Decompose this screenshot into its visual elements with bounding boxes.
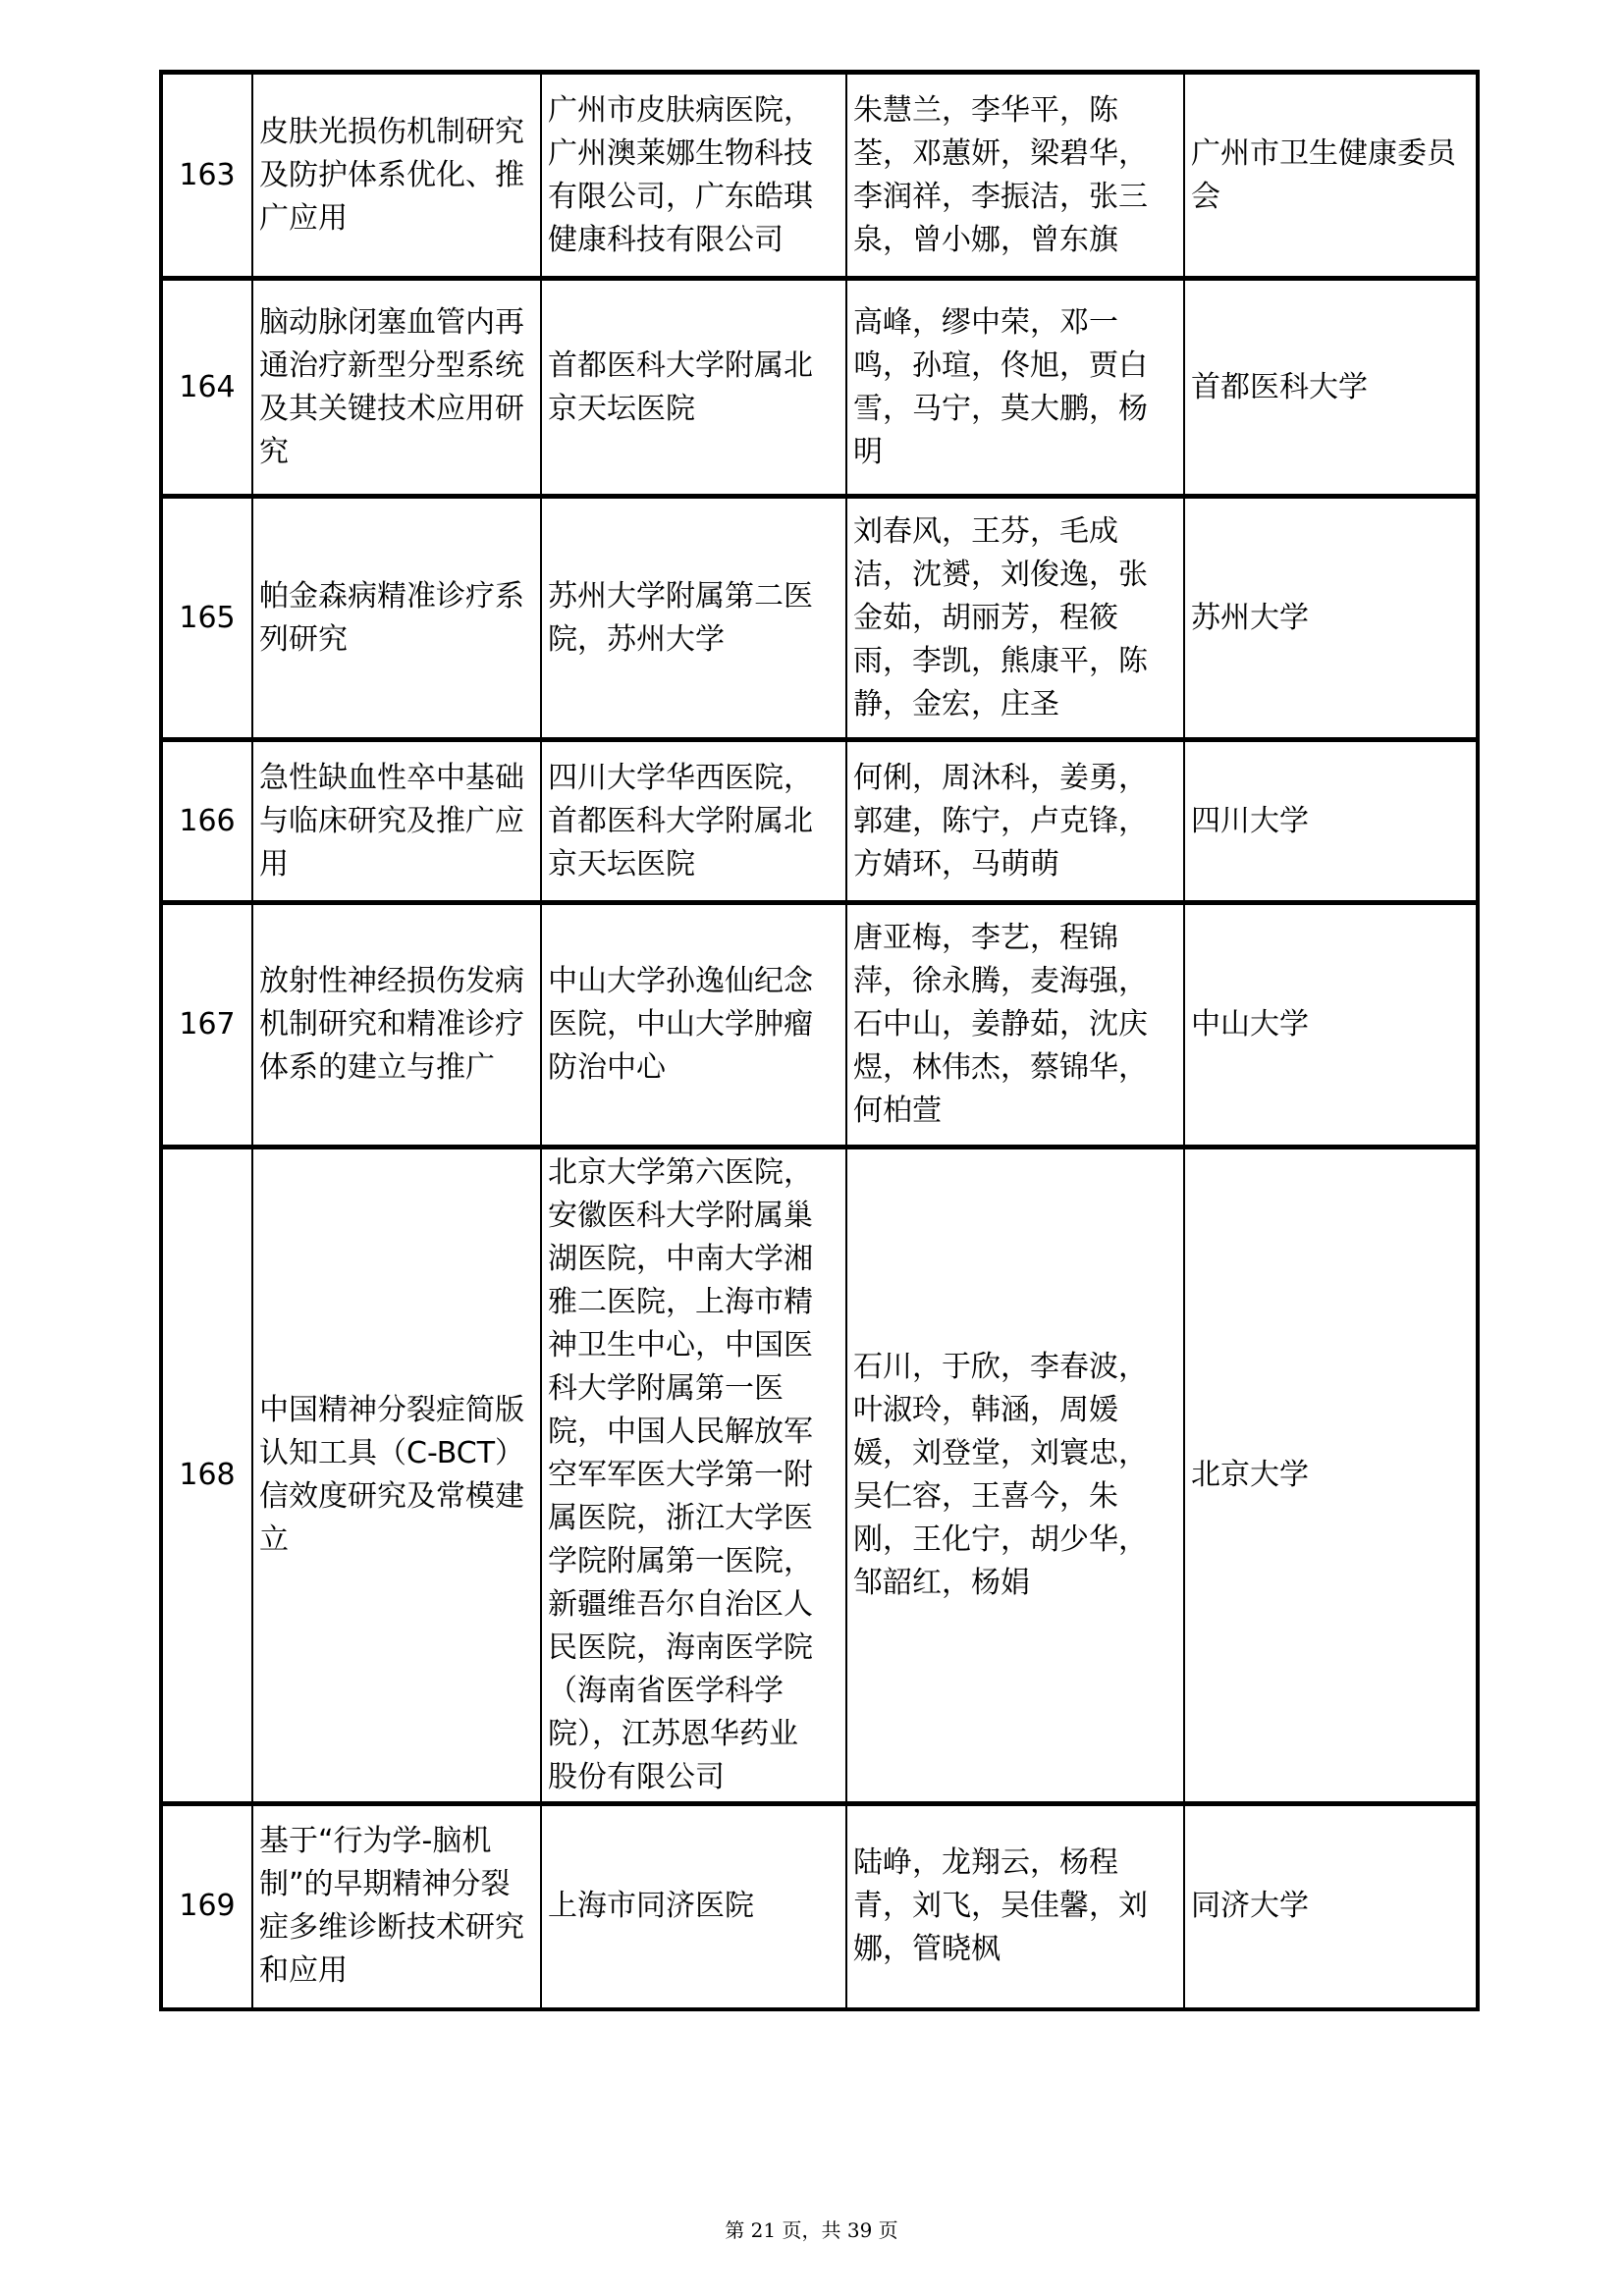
cell-project: 皮肤光损伤机制研究 及防护体系优化、推 广应用 [252,73,541,279]
table-row [161,497,1478,740]
cell-no: 163 [161,73,252,279]
table-row [161,903,1478,1148]
cell-nominator: 广州市卫生健康委员 会 [1184,73,1478,279]
cell-units: 北京大学第六医院， 安徽医科大学附属巢 湖医院，中南大学湘 雅二医院，上海市精 神卫生中心，中国医 科大学附属第一医 院，中国人民解放军 空军军医大学第一附 属医院，浙江大学医 学院附属第一医院， 新疆维吾尔自治区人 民医院，海南医学院 （海南省医学科学 院），江苏恩华药业 股份有限公司 [541,1148,846,1804]
table-row [161,279,1478,497]
awards-table [159,70,1480,2011]
cell-nominator: 北京大学 [1184,1148,1478,1804]
cell-project: 基于“行为学-脑机 制”的早期精神分裂 症多维诊断技术研究 和应用 [252,1804,541,2009]
table-row [161,1804,1478,2009]
cell-no: 166 [161,740,252,903]
cell-people: 高峰，缪中荣，邓一 鸣，孙瑄，佟旭，贾白 雪，马宁，莫大鹏，杨 明 [846,279,1184,497]
cell-project: 中国精神分裂症简版 认知工具（C-BCT） 信效度研究及常模建 立 [252,1148,541,1804]
cell-nominator: 苏州大学 [1184,497,1478,740]
cell-nominator: 同济大学 [1184,1804,1478,2009]
cell-units: 中山大学孙逸仙纪念 医院，中山大学肿瘤 防治中心 [541,903,846,1148]
cell-people: 石川，于欣，李春波， 叶淑玲，韩涵，周媛 媛，刘登堂，刘寰忠， 吴仁容，王喜今，朱 刚，王化宁，胡少华， 邹韶红，杨娟 [846,1148,1184,1804]
table-row [161,73,1478,279]
cell-no: 169 [161,1804,252,2009]
table-row [161,740,1478,903]
cell-project: 放射性神经损伤发病 机制研究和精准诊疗 体系的建立与推广 [252,903,541,1148]
cell-units: 苏州大学附属第二医 院，苏州大学 [541,497,846,740]
cell-nominator: 首都医科大学 [1184,279,1478,497]
cell-nominator: 四川大学 [1184,740,1478,903]
page-footer: 第 21 页，共 39 页 [725,2218,898,2242]
cell-nominator: 中山大学 [1184,903,1478,1148]
cell-no: 164 [161,279,252,497]
cell-units: 四川大学华西医院， 首都医科大学附属北 京天坛医院 [541,740,846,903]
cell-project: 帕金森病精准诊疗系 列研究 [252,497,541,740]
cell-units: 广州市皮肤病医院， 广州澳莱娜生物科技 有限公司，广东皓琪 健康科技有限公司 [541,73,846,279]
cell-no: 168 [161,1148,252,1804]
cell-people: 刘春风，王芬，毛成 洁，沈赟，刘俊逸，张 金茹，胡丽芳，程筱 雨，李凯，熊康平，陈 静，金宏，庄圣 [846,497,1184,740]
cell-people: 何俐，周沐科，姜勇， 郭建，陈宁，卢克锋， 方婧环，马萌萌 [846,740,1184,903]
cell-units: 首都医科大学附属北 京天坛医院 [541,279,846,497]
table-row [161,1148,1478,1804]
cell-project: 急性缺血性卒中基础 与临床研究及推广应 用 [252,740,541,903]
cell-people: 朱慧兰，李华平，陈 荃，邓蕙妍，梁碧华， 李润祥，李振洁，张三 泉，曾小娜，曾东旗 [846,73,1184,279]
cell-people: 陆峥，龙翔云，杨程 青，刘飞，吴佳馨，刘 娜，管晓枫 [846,1804,1184,2009]
cell-units: 上海市同济医院 [541,1804,846,2009]
cell-no: 165 [161,497,252,740]
cell-people: 唐亚梅，李艺，程锦 萍，徐永腾，麦海强， 石中山，姜静茹，沈庆 煜，林伟杰，蔡锦华， 何柏萱 [846,903,1184,1148]
cell-project: 脑动脉闭塞血管内再 通治疗新型分型系统 及其关键技术应用研 究 [252,279,541,497]
cell-no: 167 [161,903,252,1148]
